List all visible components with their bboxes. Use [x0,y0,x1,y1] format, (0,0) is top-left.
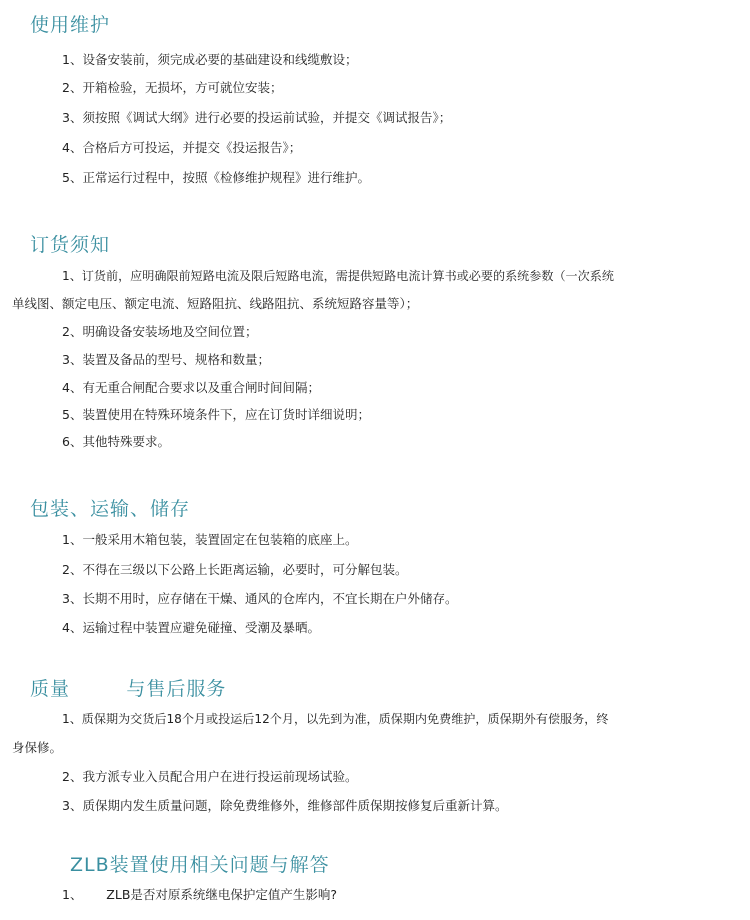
ordering-item-2: 2、明确设备安装场地及空间位置； [62,324,258,339]
section-title-quality: 质量 与售后服务 [30,678,227,700]
usage-item-5: 5、正常运行过程中，按照《检修维护规程》进行维护。 [62,170,370,185]
usage-item-1: 1、设备安装前，须完成必要的基础建设和线缆敷设； [62,52,358,67]
ordering-item-4: 4、有无重合闸配合要求以及重合闸时间间隔； [62,380,320,395]
ordering-item-1: 1、订货前，应明确限前短路电流及限后短路电流，需提供短路电流计算书或必要的系统参数（一次系统 [62,269,614,283]
packaging-item-4: 4、运输过程中装置应避免碰撞、受潮及暴晒。 [62,620,320,635]
section-title-faq: ZLB装置使用相关问题与解答 [70,854,330,876]
usage-item-3: 3、须按照《调试大纲》进行必要的投运前试验，并提交《调试报告》； [62,110,452,125]
usage-item-2: 2、开箱检验，无损坏，方可就位安装； [62,80,283,95]
packaging-item-1: 1、一般采用木箱包装，装置固定在包装箱的底座上。 [62,532,358,547]
ordering-item-1-continued: 单线图、额定电压、额定电流、短路阻抗、线路阻抗、系统短路容量等）； [12,296,419,311]
section-title-usage: 使用维护 [30,14,111,36]
quality-item-2: 2、我方派专业入员配合用户在进行投运前现场试验。 [62,769,358,784]
section-title-ordering: 订货须知 [30,234,111,256]
ordering-item-3: 3、装置及备品的型号、规格和数量； [62,352,270,367]
packaging-item-2: 2、不得在三级以下公路上长距离运输，必要时，可分解包装。 [62,562,408,577]
quality-item-3: 3、质保期内发生质量问题，除免费维修外，维修部件质保期按修复后重新计算。 [62,798,508,813]
section-title-packaging: 包装、运输、储存 [30,498,191,520]
usage-item-4: 4、合格后方可投运，并提交《投运报告》； [62,140,302,155]
ordering-item-6: 6、其他特殊要求。 [62,434,170,449]
quality-item-1: 1、质保期为交货后18个月或投运后12个月，以先到为准，质保期内免费维护，质保期外有偿服务，终 [62,712,609,726]
quality-item-1-continued: 身保修。 [12,740,63,755]
faq-item-1: 1、 ZLB是否对原系统继电保护定值产生影响? [62,887,338,902]
packaging-item-3: 3、长期不用时，应存储在干燥、通风的仓库内，不宜长期在户外储存。 [62,591,458,606]
ordering-item-5: 5、装置使用在特殊环境条件下，应在订货时详细说明； [62,407,370,422]
